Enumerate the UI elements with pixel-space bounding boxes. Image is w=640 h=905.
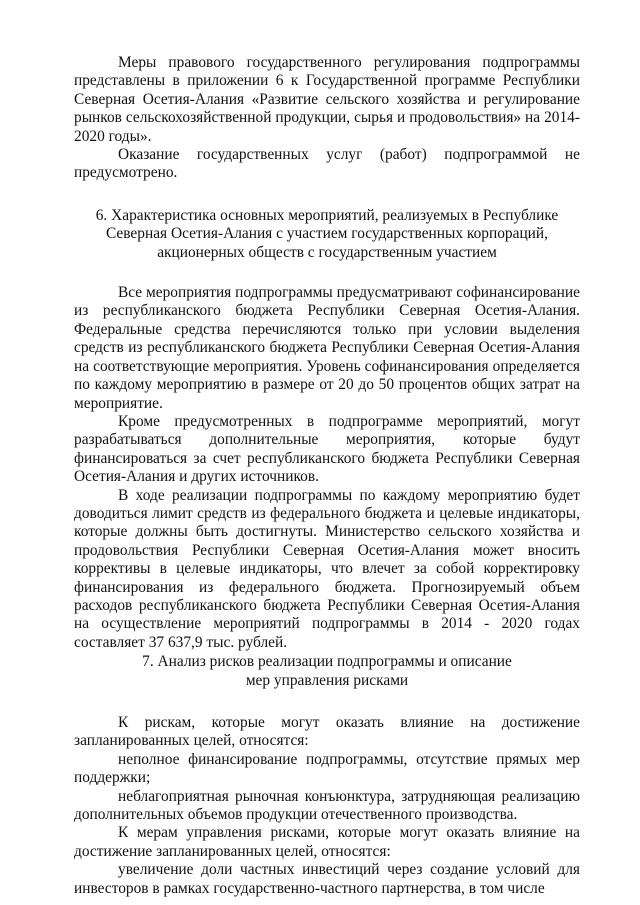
section-6-heading-line: 6. Характеристика основных мероприятий, реализуемых в Республике	[95, 206, 559, 224]
section-6-heading-line: акционерных обществ с государственным участием	[157, 243, 497, 261]
paragraph-risk-financing: неполное финансирование подпрограммы, отсутствие прямых мер поддержки;	[74, 750, 580, 787]
section-6-heading	[74, 207, 580, 262]
paragraph-risk-measures-intro: К мерам управления рисками, которые могут оказать влияние на достижение запланированных целей, относятся:	[74, 824, 580, 860]
paragraph-public-services: Оказание государственных услуг (работ) подпрограммой не предусмотрено.	[74, 146, 580, 182]
paragraph-budget-limits: В ходе реализации подпрограммы по каждому мероприятию будет доводиться лимит средств из федерального бюджета и целевые индикаторы, которые должны быть достигнуты. Министерство сельского хозяйства и продовольствия Республики Северная Осетия-Алания может вносить коррективы в целевые индикаторы, что влечет за собой корректировку финансирования из федерального бюджета. Прогнозируемый объем расходов республиканского бюджета Республики Северная Осетия-Алания на осуществление мероприятий подпрограммы в 2014 - 2020 годах составляет 37 637,9 тыс. рублей.	[74, 486, 580, 651]
paragraph-risk-market: неблагоприятная рыночная конъюнктура, затрудняющая реализацию дополнительных объемов продукции отечественного производства.	[74, 787, 580, 824]
paragraph-risk-measure-investment: увеличение доли частных инвестиций через создание условий для инвесторов в рамках государственно-частного партнерства, в том числе	[74, 861, 580, 897]
paragraph-legal-regulation: Меры правового государственного регулирования подпрограммы представлены в приложении 6 к Государственной программе Республики Северная Осетия-Алания «Развитие сельского хозяйства и регулирование рынков сельскохозяйственной продукции, сырья и продовольствия» на 2014-2020 годы».	[74, 54, 580, 145]
section-7-heading	[74, 653, 580, 690]
paragraph-risks-intro: К рискам, которые могут оказать влияние на достижение запланированных целей, относятся:	[74, 714, 580, 750]
section-6-heading-line: Северная Осетия-Алания с участием государственных корпораций,	[105, 225, 549, 243]
section-7-heading-line: мер управления рисками	[245, 671, 409, 689]
paragraph-cofinancing: Все мероприятия подпрограммы предусматривают софинансирование из республиканского бюджета Республики Северная Осетия-Алания. Федеральные средства перечисляются только при условии выделения средств из республиканского бюджета Республики Северная Осетия-Алания на соответствующие мероприятия. Уровень софинансирования определяется по каждому мероприятию в размере от 20 до 50 процентов общих затрат на мероприятие.	[74, 284, 580, 412]
section-7-heading-line: 7. Анализ рисков реализации подпрограммы и описание	[142, 653, 512, 671]
paragraph-additional-measures: Кроме предусмотренных в подпрограмме мероприятий, могут разрабатываться дополнительные мероприятия, которые будут финансироваться за счет республиканского бюджета Республики Северная Осетия-Алания и других источников.	[74, 412, 580, 486]
